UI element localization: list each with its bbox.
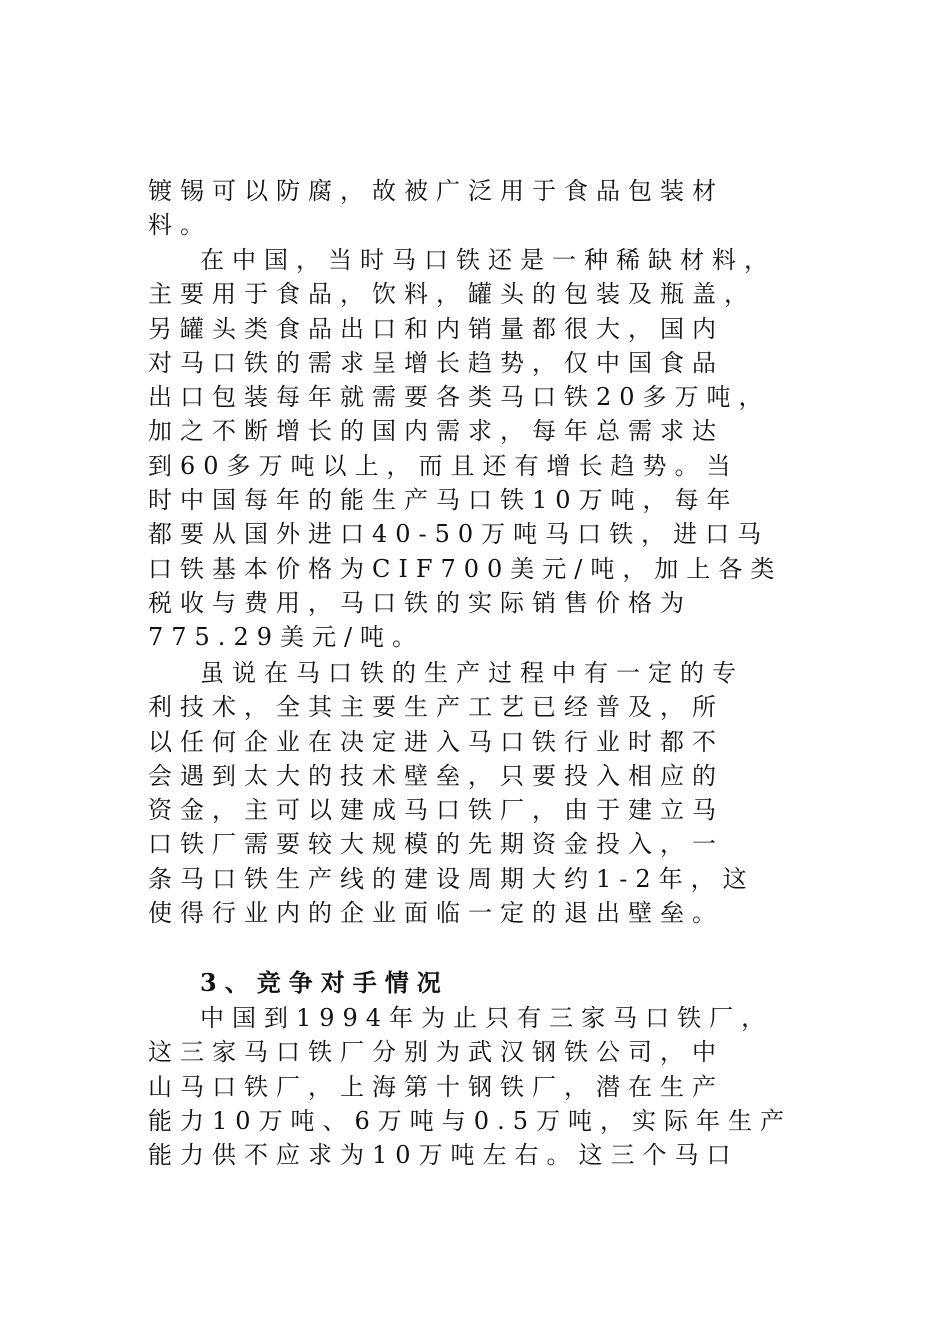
- text-line: 镀锡可以防腐，故被广泛用于食品包装材: [148, 177, 724, 205]
- text-line: 税收与费用，马口铁的实际销售价格为: [148, 588, 692, 617]
- text-line: 到60多万吨以上，而且还有增长趋势。当: [148, 451, 739, 480]
- text-line: 时中国每年的能生产马口铁10万吨，每年: [148, 486, 739, 515]
- text-line: 使得行业内的企业面临一定的退出壁垒。: [148, 899, 724, 928]
- text-line: 在中国，当时马口铁还是一种稀缺材料，: [200, 246, 776, 274]
- text-line: 口铁厂需要较大规模的先期资金投入，一: [148, 830, 724, 859]
- text-line: 能力10万吨、6万吨与0.5万吨，实际年生产: [148, 1106, 792, 1135]
- text-line: 主要用于食品，饮料，罐头的包装及瓶盖，: [148, 280, 756, 309]
- text-line: 会遇到太大的技术壁垒，只要投入相应的: [148, 761, 724, 790]
- text-line: 能力供不应求为10万吨左右。这三个马口: [148, 1141, 739, 1170]
- text-line: 虽说在马口铁的生产过程中有一定的专: [200, 659, 744, 687]
- section-heading: 3、竞争对手情况: [200, 968, 449, 997]
- text-line: 口铁基本价格为CIF700美元/吨，加上各类: [148, 554, 783, 583]
- paragraph-3: [148, 656, 808, 930]
- text-line: 加之不断增长的国内需求，每年总需求达: [148, 417, 724, 446]
- text-line: 都要从国外进口40-50万吨马口铁，进口马: [148, 520, 770, 549]
- text-line: 这三家马口铁厂分别为武汉钢铁公司，中: [148, 1038, 724, 1067]
- text-line: 出口包装每年就需要各类马口铁20多万吨，: [148, 383, 771, 412]
- text-line: 以任何企业在决定进入马口铁行业时都不: [148, 727, 724, 756]
- paragraph-1: [148, 174, 808, 243]
- text-line: 利技术，全其主要生产工艺已经普及，所: [148, 693, 724, 722]
- text-line: 中国到1994年为止只有三家马口铁厂，: [200, 1004, 774, 1032]
- paragraph-2: [148, 243, 808, 655]
- text-line: 对马口铁的需求呈增长趋势，仅中国食品: [148, 348, 724, 377]
- text-line: 资金，主可以建成马口铁厂，由于建立马: [148, 796, 724, 825]
- paragraph-4: [148, 1001, 808, 1172]
- text-line: 料。: [148, 211, 212, 240]
- text-line: 另罐头类食品出口和内销量都很大，国内: [148, 314, 724, 343]
- text-line: 条马口铁生产线的建设周期大约1-2年，这: [148, 864, 755, 893]
- text-line: 山马口铁厂，上海第十钢铁厂，潜在生产: [148, 1072, 724, 1101]
- text-line: 775.29美元/吨。: [148, 623, 425, 652]
